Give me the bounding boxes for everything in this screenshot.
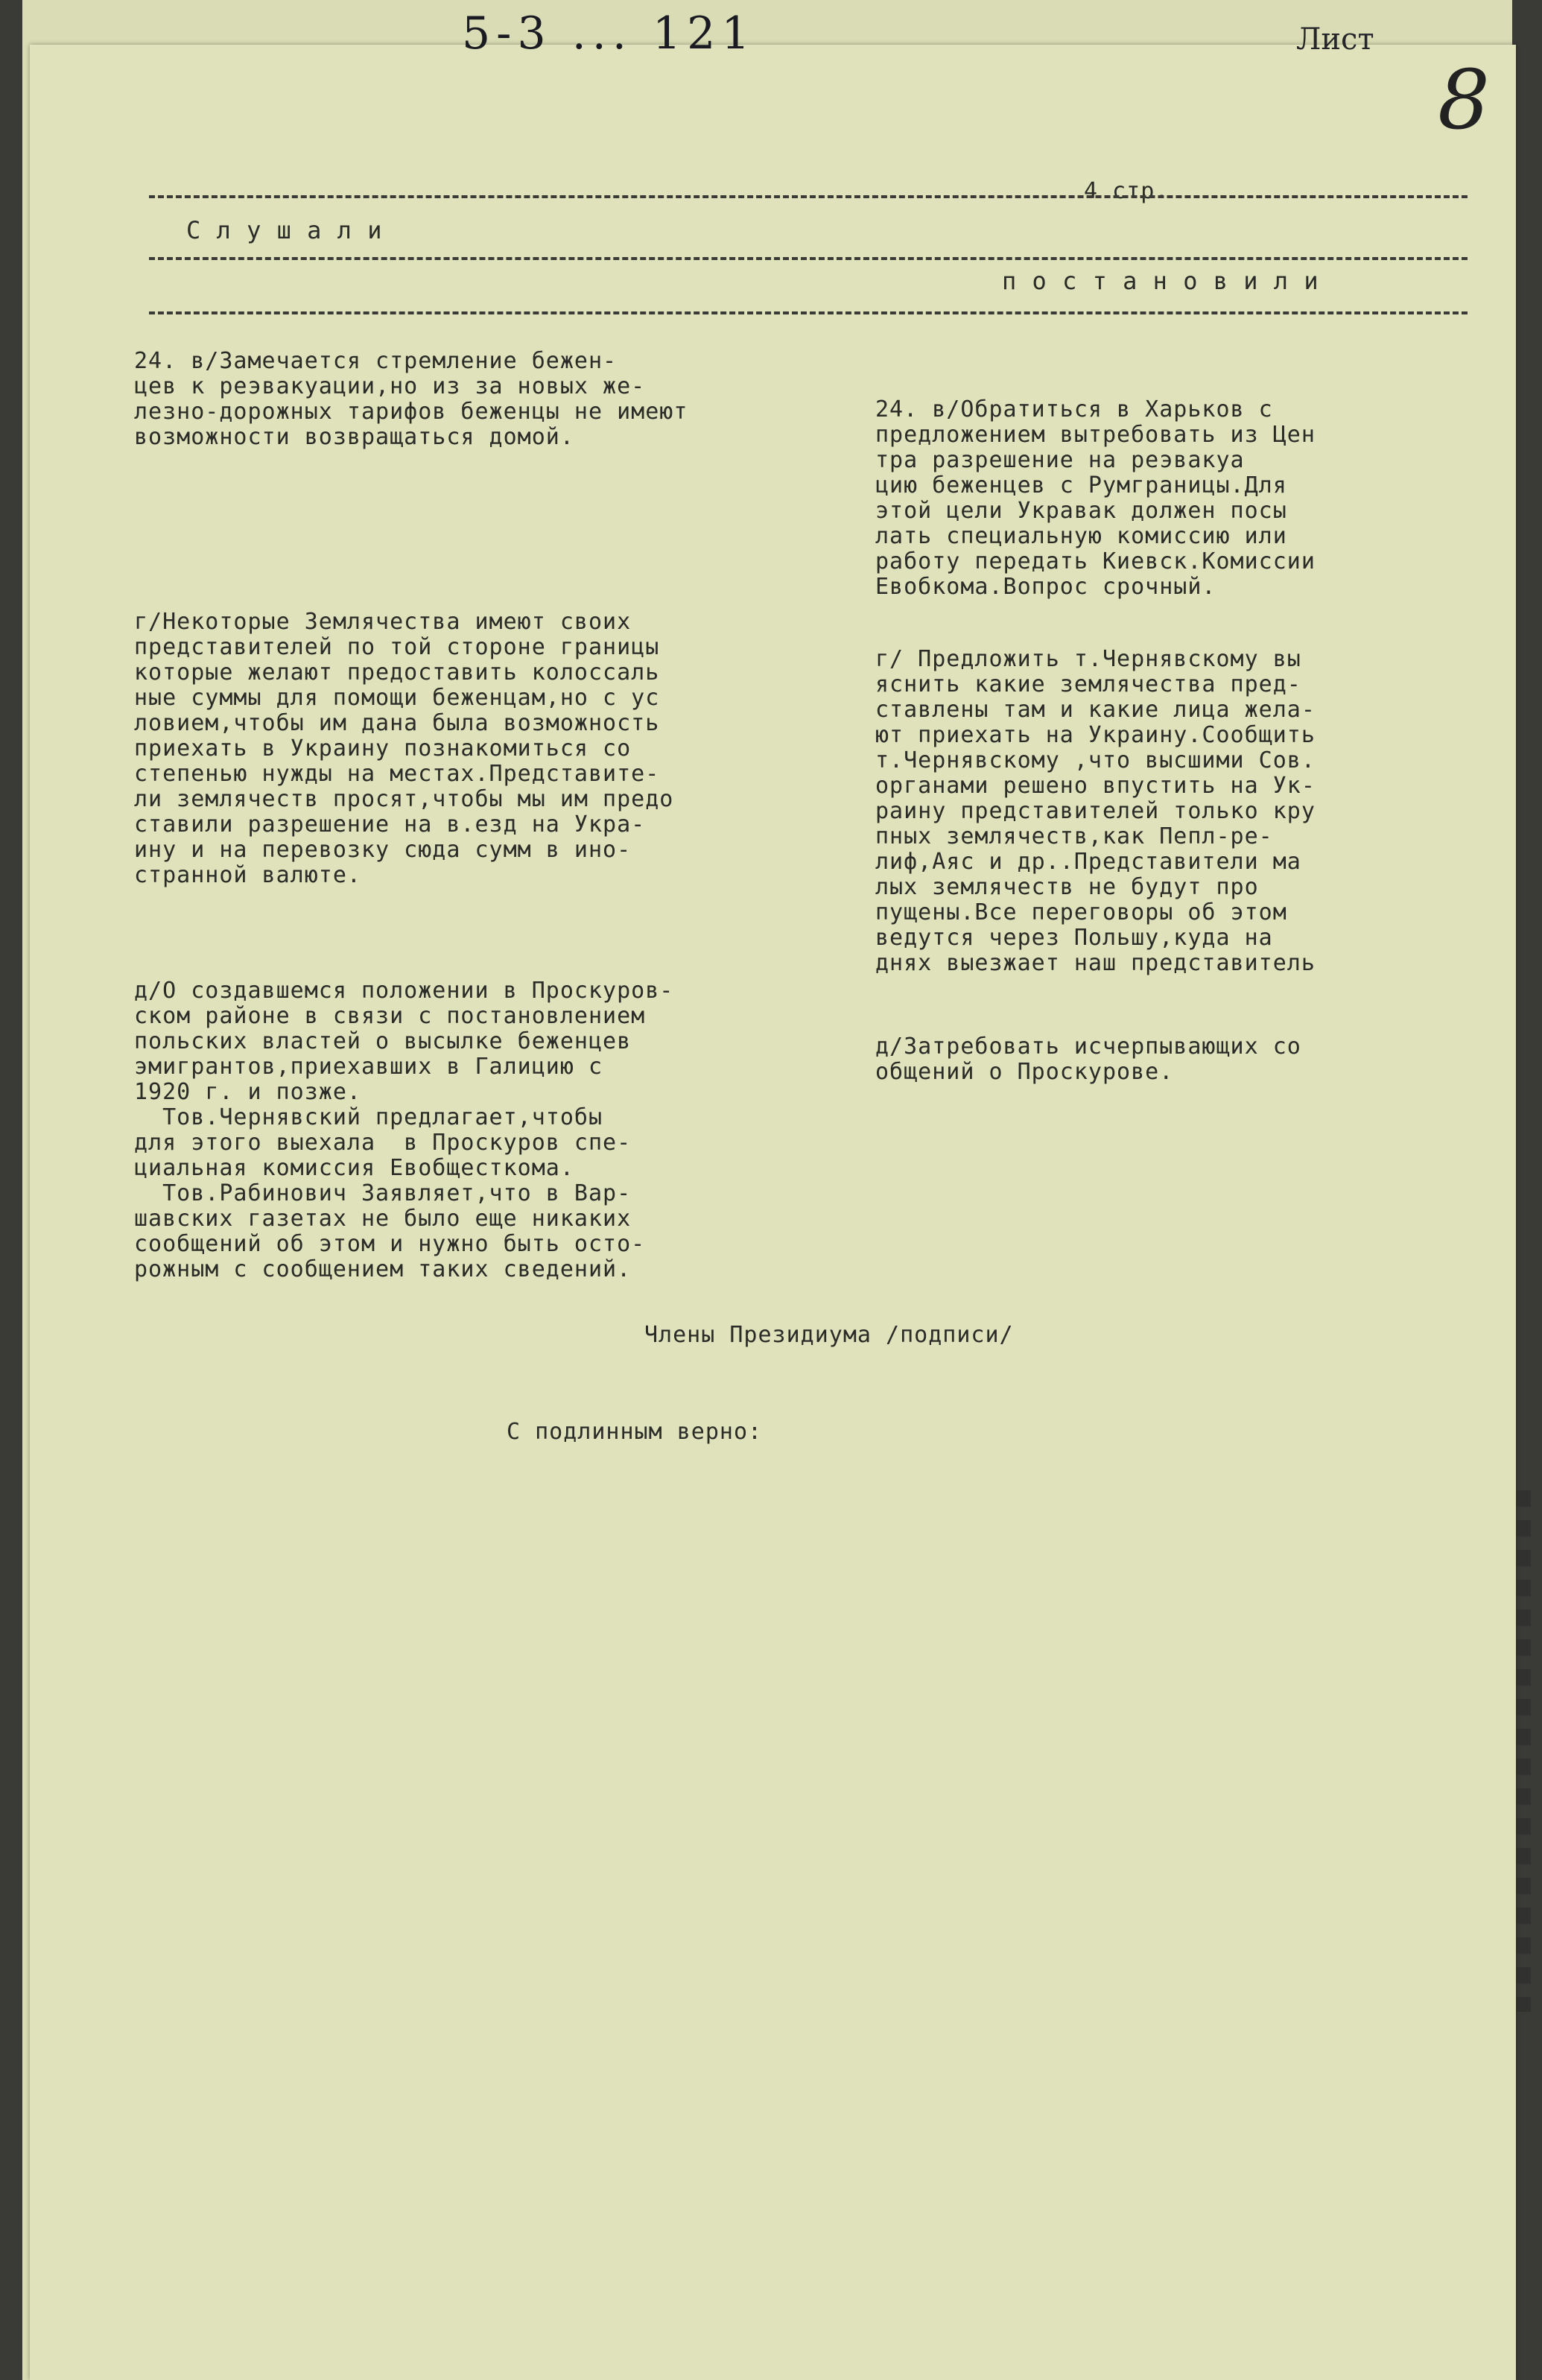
archive-edge-marks — [1516, 1490, 1531, 2012]
text-line: яснить какие землячества пред- — [875, 671, 1301, 697]
text-line: д/Затребовать исчерпывающих со — [875, 1034, 1301, 1060]
text-line: для этого выехала в Проскуров спе- — [134, 1130, 632, 1156]
text-line: эмигрантов,приехавших в Галицию с — [134, 1054, 603, 1080]
right-paragraph-1 — [875, 346, 1316, 625]
text-line: представителей по той стороне границы — [134, 634, 660, 660]
text-line: польских властей о высылке беженцев — [134, 1028, 632, 1054]
left-p3-lines — [134, 978, 673, 1282]
header-scrawl: 5-3 ... 121 — [462, 7, 756, 60]
text-line: общений о Проскурове. — [875, 1059, 1174, 1085]
text-line: ставлены там и какие лица жела- — [875, 697, 1316, 723]
text-line: 1920 г. и позже. — [134, 1079, 361, 1105]
text-line: т.Чернявскому ,что высшими Сов. — [875, 747, 1316, 773]
text-line: сообщений об этом и нужно быть осто- — [134, 1231, 646, 1257]
text-line: шавских газетах не было еще никаких — [134, 1206, 632, 1232]
text-line: возможности возвращаться домой. — [134, 424, 574, 450]
text-line: лиф,Аяс и др..Представители ма — [875, 849, 1301, 875]
right-paragraph-3 — [875, 984, 1301, 1110]
text-line: цию беженцев с Румграницы.Для — [875, 472, 1287, 499]
text-line: странной валюте. — [134, 862, 361, 888]
text-line: пущены.Все переговоры об этом — [875, 899, 1287, 925]
text-line: ные суммы для помощи беженцам,но с ус — [134, 685, 660, 711]
text-line: пных землячеств,как Пепл-ре- — [875, 823, 1273, 849]
text-line: цев к реэвакуации,но из за новых же- — [134, 373, 646, 399]
text-line: раину представителей только кру — [875, 798, 1316, 824]
text-line: ставили разрешение на в.езд на Укра- — [134, 811, 646, 838]
right-column-heading: п о с т а н о в и л и — [1002, 267, 1319, 295]
text-line: ловием,чтобы им дана была возможность — [134, 710, 660, 736]
right-p3-lines — [875, 1034, 1301, 1085]
text-line: ли землячеств просят,чтобы мы им предо — [134, 786, 674, 812]
text-line: ют приехать на Украину.Сообщить — [875, 722, 1316, 748]
divider-middle — [149, 257, 1468, 260]
text-line: г/Некоторые Землячества имеют своих — [134, 609, 632, 635]
header-stamp: Лист — [1296, 22, 1374, 57]
text-line: этой цели Укравак должен посы — [875, 498, 1287, 524]
text-line: Тов.Рабинович Заявляет,что в Вар- — [134, 1180, 632, 1206]
page-label: 4 стр. — [1084, 178, 1170, 204]
text-line: ском районе в связи с постановлением — [134, 1003, 646, 1029]
text-line: ведутся через Польшу,куда на — [875, 925, 1273, 951]
divider-top — [149, 195, 1468, 198]
text-line: 24. в/Обратиться в Харьков с — [875, 396, 1273, 422]
text-line: органами решено впустить на Ук- — [875, 773, 1316, 799]
sheet-number: 8 — [1438, 52, 1490, 148]
right-p2-lines — [875, 647, 1316, 976]
text-line: Тов.Чернявский предлагает,чтобы — [134, 1104, 603, 1130]
text-line: г/ Предложить т.Чернявскому вы — [875, 646, 1301, 672]
text-line: циальная комиссия Евобщесткома. — [134, 1155, 574, 1181]
left-p2-lines — [134, 610, 673, 888]
text-line: 24. в/Замечается стремление бежен- — [134, 348, 618, 374]
signatures-line: Члены Президиума /подписи/ — [644, 1322, 1014, 1348]
left-p1-lines — [134, 349, 688, 450]
text-line: которые желают предоставить колоссаль — [134, 659, 660, 686]
left-paragraph-3 — [134, 928, 673, 1308]
text-line: работу передать Киевск.Комиссии — [875, 548, 1316, 575]
text-line: лых землячеств не будут про — [875, 874, 1259, 900]
text-line: д/О создавшемся положении в Проскуров- — [134, 978, 674, 1004]
text-line: лезно-дорожных тарифов беженцы не имеют — [134, 399, 688, 425]
right-paragraph-2 — [875, 596, 1316, 1001]
text-line: ину и на перевозку сюда сумм в ино- — [134, 837, 632, 863]
text-line: днях выезжает наш представитель — [875, 950, 1316, 976]
text-line: степенью нужды на местах.Представите- — [134, 761, 660, 787]
left-column-heading: С л у ш а л и — [186, 216, 383, 244]
text-line: рожным с сообщением таких сведений. — [134, 1256, 632, 1282]
text-line: лать специальную комиссию или — [875, 523, 1287, 549]
text-line: тра разрешение на реэвакуа — [875, 447, 1245, 473]
certified-line: С подлинным верно: — [507, 1419, 763, 1445]
left-paragraph-1 — [134, 298, 688, 475]
text-line: Евобкома.Вопрос срочный. — [875, 574, 1216, 600]
text-line: приехать в Украину познакомиться со — [134, 735, 632, 762]
left-paragraph-2 — [134, 559, 673, 914]
right-p1-lines — [875, 397, 1316, 600]
text-line: предложением вытребовать из Цен — [875, 422, 1316, 448]
